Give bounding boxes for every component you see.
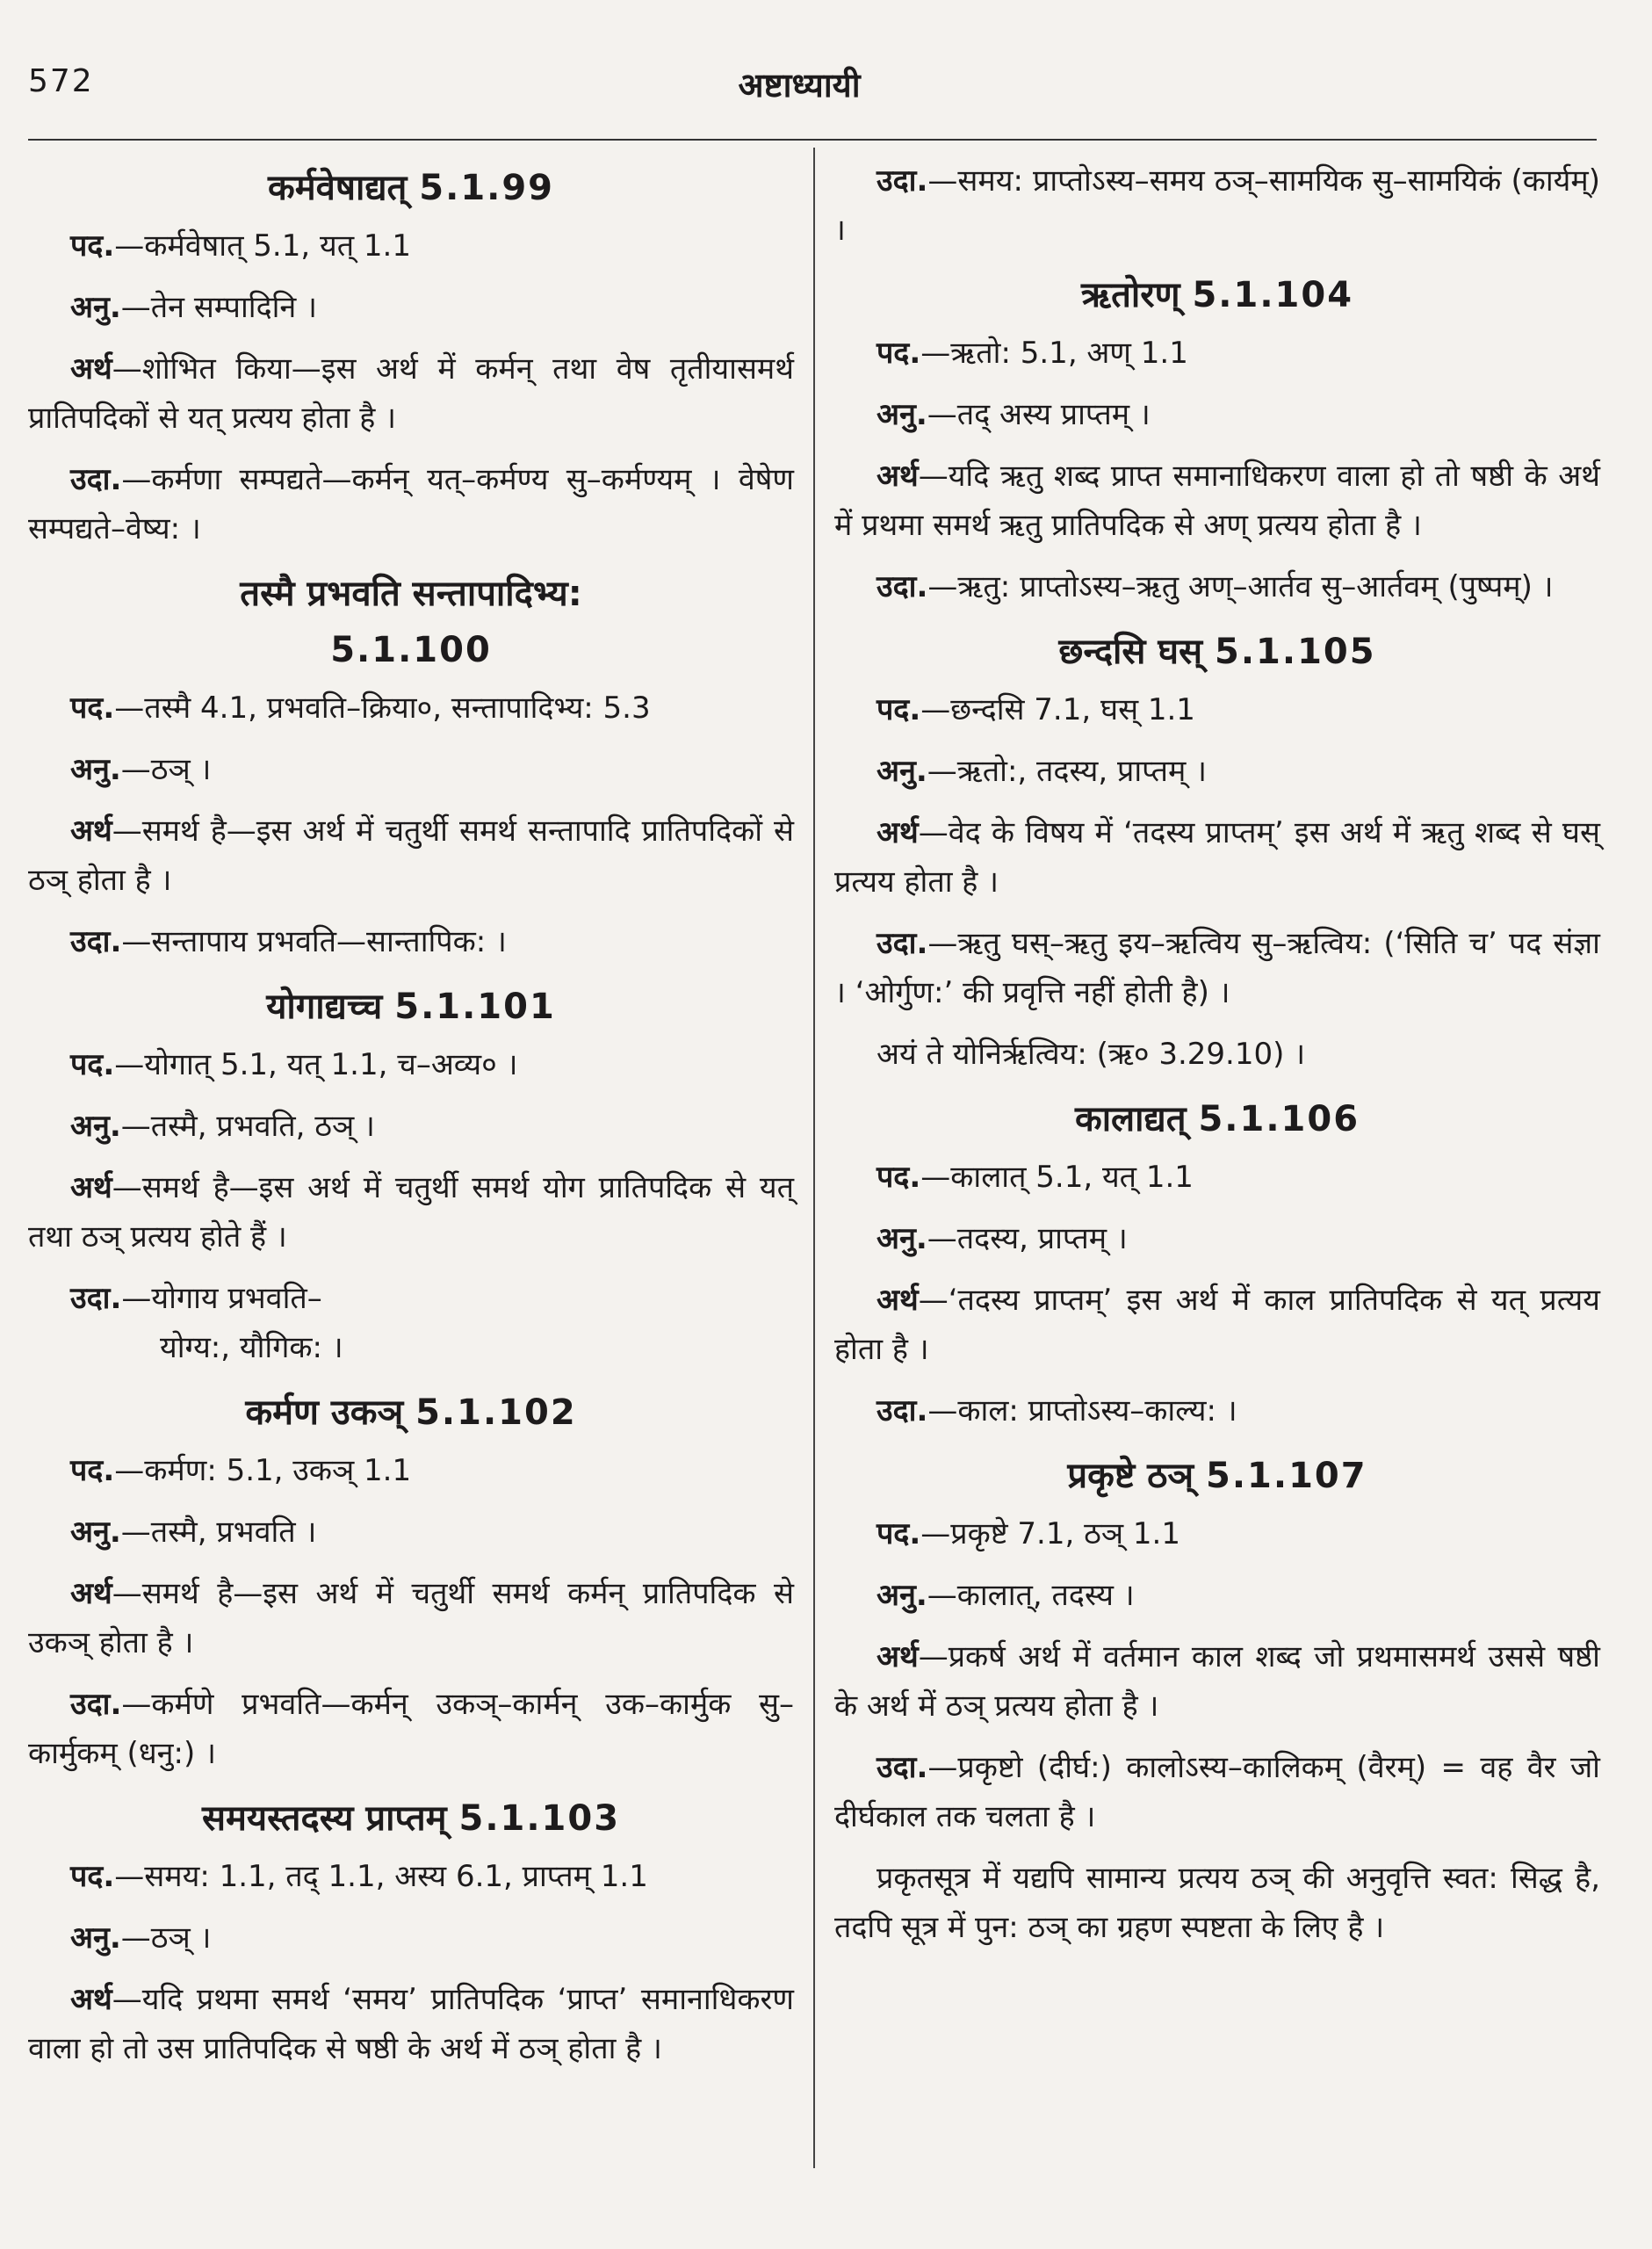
paragraph <box>28 1446 794 1495</box>
paragraph <box>28 1913 794 1963</box>
paragraph-text: —समर्थ है—इस अर्थ में चतुर्थी समर्थ सन्तापादि प्रातिपदिकों से ठञ् होता है । <box>28 814 794 898</box>
paragraph-text: अयं ते योनिर्ऋत्विय: (ऋ० 3.29.10) । <box>876 1037 1306 1072</box>
sutra-text: ऋतोरण् <box>1080 275 1180 315</box>
paragraph <box>834 1854 1600 1952</box>
paragraph <box>834 1276 1600 1374</box>
page-number: 572 <box>28 63 94 99</box>
field-label: उदा. <box>70 924 122 959</box>
sutra-number: 5.1.101 <box>394 987 556 1027</box>
sutra-number: 5.1.105 <box>1215 632 1376 672</box>
sutra-number: 5.1.104 <box>1192 275 1354 315</box>
paragraph-text: —ठञ् । <box>120 752 212 787</box>
paragraph <box>834 1571 1600 1620</box>
paragraph-text: —कर्मणा सम्पद्यते—कर्मन् यत्–कर्मण्य सु–कर्मण्यम् । वेषेण सम्पद्यते–वेष्य: । <box>28 462 794 546</box>
paragraph-text: —ऋतु घस्–ऋतु इय–ऋत्विय सु–ऋत्विय: (‘सिति च’ पद संज्ञा । ‘ओर्गुण:’ की प्रवृत्ति नहीं होती है) । <box>834 926 1600 1010</box>
paragraph-text: —समर्थ है—इस अर्थ में चतुर्थी समर्थ कर्मन् प्रातिपदिक से उकञ् होता है । <box>28 1576 794 1660</box>
paragraph <box>834 685 1600 734</box>
sutra-text: योगाद्यच्च <box>266 987 383 1027</box>
field-label: उदा. <box>876 163 928 199</box>
sutra-heading <box>28 1790 794 1847</box>
sutra-number: 5.1.99 <box>419 168 555 208</box>
sutra-heading <box>834 267 1600 323</box>
paragraph <box>834 1386 1600 1435</box>
field-label: पद. <box>876 1160 921 1195</box>
paragraph-text: —प्रकृष्टो (दीर्घ:) कालोऽस्य–कालिकम् (वैरम्) = वह वैर जो दीर्घकाल तक चलता है । <box>834 1750 1600 1834</box>
page-header <box>0 54 1652 116</box>
paragraph <box>834 156 1600 255</box>
sutra-text: कर्मवेषाद्यत् <box>267 168 408 208</box>
paragraph-text: —यदि ऋतु शब्द प्राप्त समानाधिकरण वाला हो तो षष्ठी के अर्थ में प्रथमा समर्थ ऋतु प्रातिपदिक से अण् प्रत्यय होता है । <box>834 459 1600 543</box>
field-label: अनु. <box>70 290 121 325</box>
sutra-number: 5.1.106 <box>1198 1099 1360 1139</box>
sutra-text: कालाद्यत् <box>1074 1099 1187 1139</box>
field-label: अनु. <box>70 1920 121 1956</box>
right-column <box>834 156 1600 1964</box>
field-label: अर्थ <box>70 814 112 849</box>
paragraph-text: —प्रकृष्टे 7.1, ठञ् 1.1 <box>920 1516 1180 1551</box>
sutra-number: 5.1.100 <box>330 630 492 670</box>
paragraph-text: —तस्मै, प्रभवति, ठञ् । <box>120 1109 375 1144</box>
field-label: उदा. <box>876 1393 928 1428</box>
field-label: उदा. <box>70 1281 122 1316</box>
sutra-number: 5.1.102 <box>415 1392 577 1433</box>
paragraph-text: —योगाय प्रभवति– <box>121 1281 322 1316</box>
sutra-heading <box>28 979 794 1035</box>
sutra-text: प्रकृष्टे ठञ् <box>1067 1456 1194 1496</box>
paragraph <box>28 1102 794 1151</box>
paragraph <box>834 1214 1600 1263</box>
paragraph <box>28 1040 794 1089</box>
field-label: अर्थ <box>876 1283 919 1318</box>
running-title: अष्टाध्यायी <box>738 66 861 105</box>
sutra-heading <box>28 1385 794 1441</box>
paragraph <box>28 1569 794 1667</box>
sutra-heading <box>834 624 1600 680</box>
paragraph-text: —तस्मै 4.1, प्रभवति–क्रिया०, सन्तापादिभ्य: 5.3 <box>114 691 651 726</box>
field-label: अर्थ <box>876 1639 919 1674</box>
field-label: अर्थ <box>70 1576 112 1611</box>
paragraph <box>834 747 1600 796</box>
field-label: उदा. <box>70 1687 122 1722</box>
paragraph-text: —कर्मवेषात् 5.1, यत् 1.1 <box>114 228 411 264</box>
paragraph <box>834 1743 1600 1841</box>
paragraph-text: —शोभित किया—इस अर्थ में कर्मन् तथा वेष तृतीयासमर्थ प्रातिपदिकों से यत् प्रत्यय होता है । <box>28 351 794 436</box>
field-label: उदा. <box>876 569 928 604</box>
field-label: पद. <box>70 1453 115 1488</box>
paragraph <box>28 917 794 966</box>
paragraph-text: —छन्दसि 7.1, घस् 1.1 <box>920 692 1195 727</box>
paragraph <box>834 919 1600 1017</box>
paragraph <box>28 283 794 332</box>
paragraph-text: —प्रकर्ष अर्थ में वर्तमान काल शब्द जो प्रथमासमर्थ उससे षष्ठी के अर्थ में ठञ् प्रत्यय होता है । <box>834 1639 1600 1724</box>
paragraph-text: —‘तदस्य प्राप्तम्’ इस अर्थ में काल प्रातिपदिक से यत् प्रत्यय होता है । <box>834 1283 1600 1367</box>
paragraph-text: —तेन सम्पादिनि । <box>120 290 318 325</box>
field-label: पद. <box>70 228 115 264</box>
sutra-heading <box>28 160 794 216</box>
paragraph <box>834 1632 1600 1731</box>
paragraph-text: —ऋतो: 5.1, अण् 1.1 <box>920 336 1188 371</box>
paragraph <box>834 452 1600 550</box>
field-label: अर्थ <box>70 1982 112 2017</box>
sutra-number: 5.1.103 <box>458 1798 621 1839</box>
paragraph <box>28 221 794 271</box>
paragraph-text: —कर्मणे प्रभवति—कर्मन् उकञ्–कार्मन् उक–कार्मुक सु–कार्मुकम् (धनु:) । <box>28 1687 794 1771</box>
paragraph <box>834 1153 1600 1202</box>
paragraph-text: —यदि प्रथमा समर्थ ‘समय’ प्रातिपदिक ‘प्राप्त’ समानाधिकरण वाला हो तो उस प्रातिपदिक से षष्ठी के अर्थ में ठञ् होता है । <box>28 1982 794 2066</box>
field-label: अनु. <box>70 1109 121 1144</box>
paragraph-text: —समर्थ है—इस अर्थ में चतुर्थी समर्थ योग प्रातिपदिक से यत् तथा ठञ् प्रत्यय होते हैं । <box>28 1170 794 1255</box>
paragraph-text: —कालात् 5.1, यत् 1.1 <box>920 1160 1194 1195</box>
paragraph <box>834 329 1600 378</box>
paragraph <box>834 390 1600 439</box>
field-label: उदा. <box>876 1750 928 1785</box>
paragraph-text: —तदस्य, प्राप्तम् । <box>927 1221 1128 1256</box>
paragraph-text: —योगात् 5.1, यत् 1.1, च–अव्य० । <box>114 1047 518 1082</box>
paragraph-text: —तस्मै, प्रभवति । <box>120 1515 317 1550</box>
field-label: अनु. <box>70 752 121 787</box>
paragraph <box>28 455 794 553</box>
paragraph <box>28 1852 794 1901</box>
paragraph-text: —समय: प्राप्तोऽस्य–समय ठञ्–सामयिक सु–सामयिकं (कार्यम्) । <box>834 163 1600 248</box>
paragraph <box>28 1508 794 1557</box>
sutra-text: कर्मण उकञ् <box>245 1392 404 1433</box>
field-label: पद. <box>70 691 115 726</box>
sutra-heading <box>834 1091 1600 1147</box>
field-label: पद. <box>876 692 921 727</box>
paragraph-text: —ऋतु: प्राप्तोऽस्य–ऋतु अण्–आर्तव सु–आर्तवम् (पुष्पम्) । <box>927 569 1554 604</box>
field-label: पद. <box>70 1047 115 1082</box>
field-label: अनु. <box>876 1578 927 1613</box>
field-label: अर्थ <box>876 459 919 494</box>
field-label: अनु. <box>876 397 927 432</box>
paragraph <box>834 1030 1600 1079</box>
paragraph <box>28 1274 794 1372</box>
paragraph <box>28 1163 794 1262</box>
field-label: अर्थ <box>70 351 112 387</box>
paragraph-text: —तद् अस्य प्राप्तम् । <box>927 397 1151 432</box>
field-label: अनु. <box>70 1515 121 1550</box>
paragraph <box>28 683 794 733</box>
field-label: अनु. <box>876 754 927 789</box>
paragraph-text: —ऋतो:, तदस्य, प्राप्तम् । <box>927 754 1208 789</box>
field-label: अनु. <box>876 1221 927 1256</box>
paragraph-text-continued: योग्य:, यौगिक: । <box>160 1330 343 1365</box>
paragraph-text: —काल: प्राप्तोऽस्य–काल्य: । <box>927 1393 1237 1428</box>
field-label: पद. <box>70 1859 115 1894</box>
field-label: अर्थ <box>70 1170 112 1205</box>
header-rule <box>28 139 1597 141</box>
sutra-number: 5.1.107 <box>1206 1456 1367 1496</box>
paragraph-text: —सन्तापाय प्रभवति—सान्तापिक: । <box>121 924 507 959</box>
paragraph <box>834 562 1600 611</box>
field-label: उदा. <box>876 926 928 961</box>
field-label: पद. <box>876 1516 921 1551</box>
field-label: पद. <box>876 336 921 371</box>
paragraph <box>834 1509 1600 1558</box>
paragraph <box>28 745 794 794</box>
sutra-text: तस्मै प्रभवति सन्तापादिभ्य: <box>240 574 582 614</box>
paragraph <box>834 808 1600 907</box>
sutra-text: छन्दसि घस् <box>1058 632 1203 672</box>
paragraph-text: —कालात्, तदस्य । <box>927 1578 1135 1613</box>
paragraph <box>28 1680 794 1778</box>
left-column <box>28 156 794 2086</box>
sutra-heading <box>28 566 794 678</box>
sutra-text: समयस्तदस्य प्राप्तम् <box>201 1798 447 1839</box>
paragraph-text: —वेद के विषय में ‘तदस्य प्राप्तम्’ इस अर्थ में ऋतु शब्द से घस् प्रत्यय होता है । <box>834 815 1600 900</box>
paragraph <box>28 344 794 443</box>
paragraph <box>28 1975 794 2073</box>
paragraph-text: —ठञ् । <box>120 1920 212 1956</box>
paragraph-text: —समय: 1.1, तद् 1.1, अस्य 6.1, प्राप्तम् 1.1 <box>114 1859 648 1894</box>
paragraph-text: प्रकृतसूत्र में यद्यपि सामान्य प्रत्यय ठञ् की अनुवृत्ति स्वत: सिद्ध है, तदपि सूत्र में पुन: ठञ् का ग्रहण स्पष्टता के लिए है । <box>834 1861 1600 1945</box>
column-divider <box>813 148 815 2168</box>
sutra-heading <box>834 1448 1600 1504</box>
paragraph <box>28 806 794 905</box>
paragraph-text: —कर्मण: 5.1, उकञ् 1.1 <box>114 1453 412 1488</box>
field-label: अर्थ <box>876 815 919 850</box>
field-label: उदा. <box>70 462 122 497</box>
